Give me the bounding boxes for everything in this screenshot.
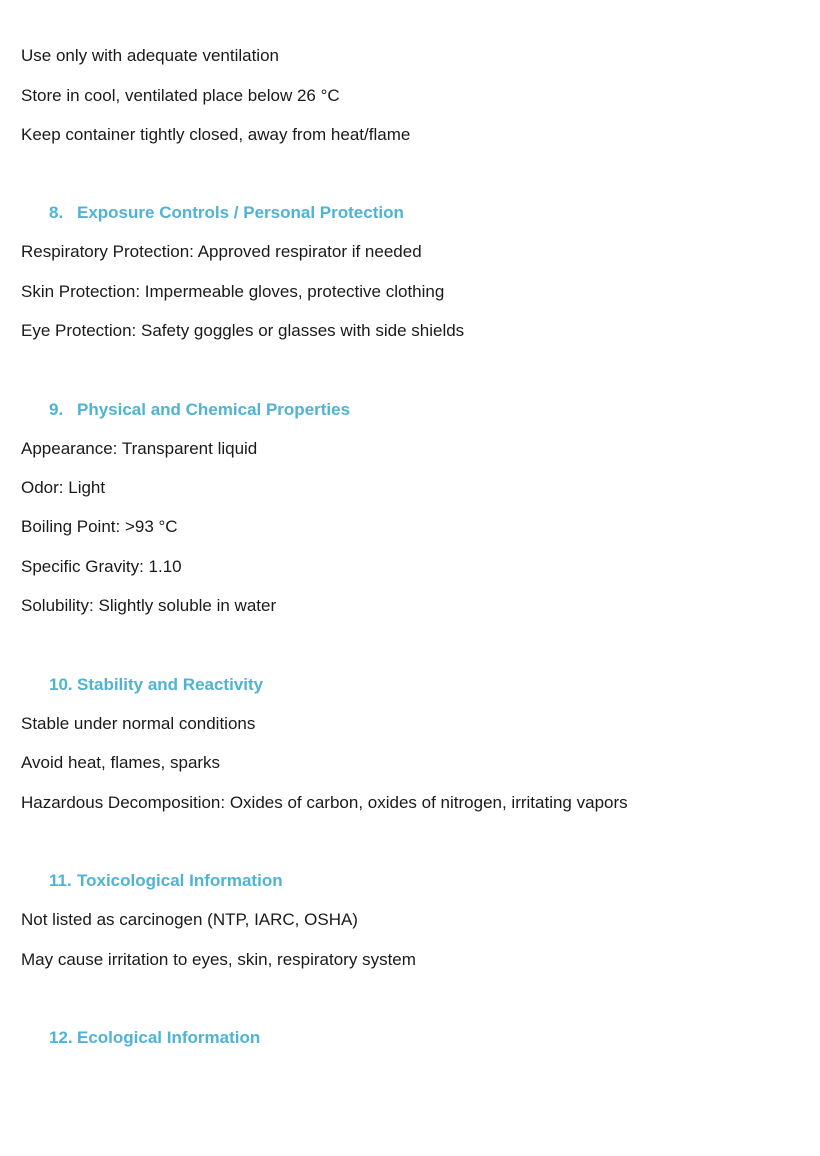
section-9-line: Boiling Point: >93 °C	[21, 517, 178, 536]
section-9-line: Specific Gravity: 1.10	[21, 557, 182, 576]
section-number: 12.	[49, 1028, 73, 1047]
section-10-line: Stable under normal conditions	[21, 714, 256, 733]
section-title: Toxicological Information	[77, 871, 283, 890]
section-heading-10	[49, 674, 263, 696]
section-11-line: Not listed as carcinogen (NTP, IARC, OSHA)	[21, 910, 358, 929]
intro-line: Keep container tightly closed, away from heat/flame	[21, 125, 411, 144]
section-title: Ecological Information	[77, 1028, 261, 1047]
section-title: Physical and Chemical Properties	[77, 400, 351, 419]
section-title: Exposure Controls / Personal Protection	[77, 203, 404, 222]
section-10-line: Hazardous Decomposition: Oxides of carbon, oxides of nitrogen, irritating vapors	[21, 793, 628, 812]
section-heading-9	[49, 399, 350, 421]
section-11-line: May cause irritation to eyes, skin, respiratory system	[21, 950, 416, 969]
section-number: 9.	[49, 400, 64, 419]
section-number: 8.	[49, 203, 64, 222]
section-number: 11.	[49, 871, 72, 890]
section-9-line: Odor: Light	[21, 478, 106, 497]
section-heading-12	[49, 1027, 260, 1049]
section-number: 10.	[49, 675, 73, 694]
section-10-line: Avoid heat, flames, sparks	[21, 753, 221, 772]
section-8-line: Respiratory Protection: Approved respirator if needed	[21, 242, 422, 261]
section-heading-11	[49, 870, 283, 892]
section-title: Stability and Reactivity	[77, 675, 264, 694]
section-8-line: Skin Protection: Impermeable gloves, protective clothing	[21, 282, 445, 301]
section-8-line: Eye Protection: Safety goggles or glasses with side shields	[21, 321, 465, 340]
section-9-line: Appearance: Transparent liquid	[21, 439, 258, 458]
intro-line: Store in cool, ventilated place below 26 °C	[21, 86, 340, 105]
section-heading-8	[49, 202, 404, 224]
intro-line: Use only with adequate ventilation	[21, 46, 279, 65]
section-9-line: Solubility: Slightly soluble in water	[21, 596, 277, 615]
